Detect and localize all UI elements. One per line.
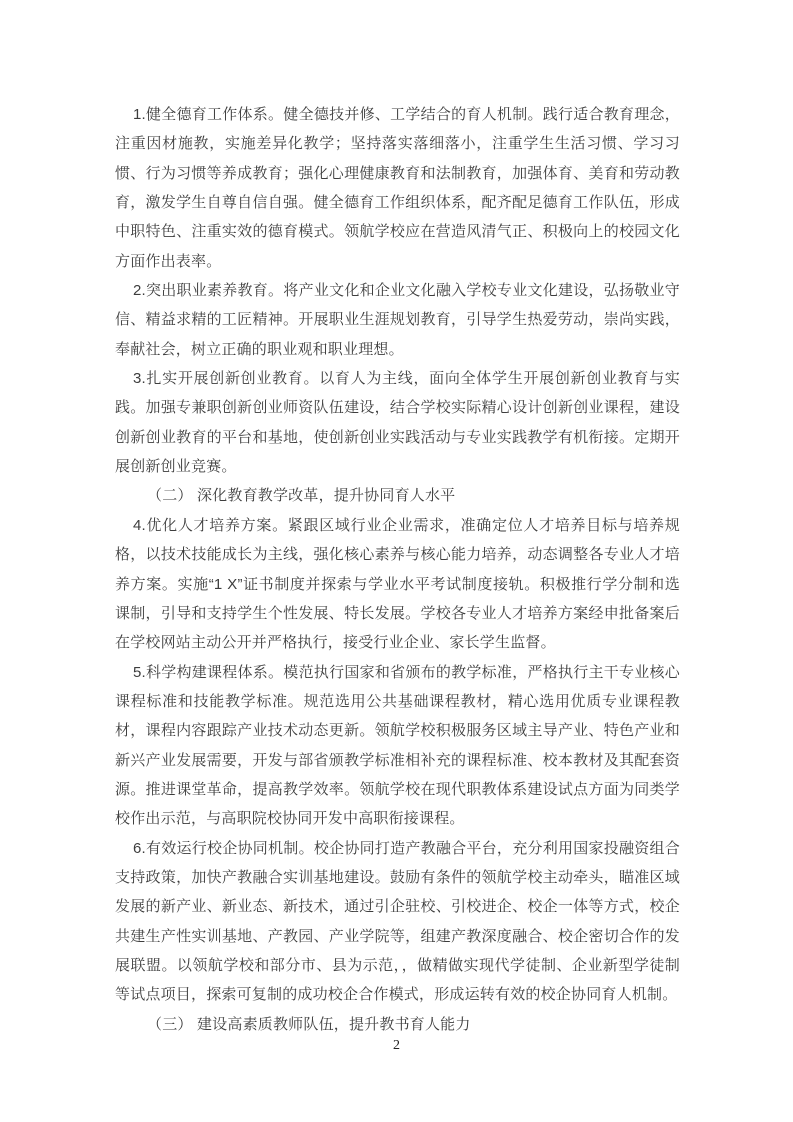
paragraph-4: 4.优化人才培养方案。紧跟区域行业企业需求，准确定位人才培养目标与培养规格，以技术技能成长为主线，强化核心素养与核心能力培养，动态调整各专业人才培养方案。实施“1 X”证书制度并探索与学业水平考试制度接轨。积极推行学分制和选课制，引导和支持学生个性发展、特长发展。学校各专业人才培养方案经申批备案后在学校网站主动公开并严格执行，接受行业企业、家长学生监督。 (115, 516, 680, 652)
paragraph-3: 3.扎实开展创新创业教育。以育人为主线，面向全体学生开展创新创业教育与实践。加强专兼职创新创业师资队伍建设，结合学校实际精心设计创新创业课程，建设创新创业教育的平台和基地，使创新创业实践活动与专业实践教学有机衔接。定期开展创新创业竞赛。 (115, 370, 680, 476)
paragraph-2: 2.突出职业素养教育。将产业文化和企业文化融入学校专业文化建设，弘扬敬业守信、精益求精的工匠精神。开展职业生涯规划教育，引导学生热爱劳动，崇尚实践，奉献社会，树立正确的职业观和职业理想。 (115, 282, 680, 358)
paragraph-5: 5.科学构建课程体系。模范执行国家和省颁布的教学标准，严格执行主干专业核心课程标准和技能教学标准。规范选用公共基础课程教材，精心选用优质专业课程教材，课程内容跟踪产业技术动态更新。领航学校积极服务区域主导产业、特色产业和新兴产业发展需要，开发与部省颁教学标准相补充的课程标准、校本教材及其配套资源。推进课堂革命，提高教学效率。领航学校在现代职教体系建设试点方面为同类学校作出示范，与高职院校协同开发中高职衔接课程。 (115, 663, 680, 828)
paragraph-1: 1.健全德育工作体系。健全德技并修、工学结合的育人机制。践行适合教育理念，注重因材施教，实施差异化教学；坚持落实落细落小，注重学生生活习惯、学习习惯、行为习惯等养成教育；强化心理健康教育和法制教育，加强体育、美育和劳动教育，激发学生自尊自信自强。健全德育工作组织体系，配齐配足德育工作队伍，形成中职特色、注重实效的德育模式。领航学校应在营造风清气正、积极向上的校园文化方面作出表率。 (115, 106, 680, 270)
body-text (115, 100, 680, 1039)
page-number: 2 (393, 1038, 400, 1053)
paragraph-6: 6.有效运行校企协同机制。校企协同打造产教融合平台，充分利用国家投融资组合支持政策，加快产教融合实训基地建设。鼓励有条件的领航学校主动牵头，瞄准区域发展的新产业、新业态、新技术，通过引企驻校、引校进企、校企一体等方式，校企共建生产性实训基地、产教园、产业学院等，组建产教深度融合、校企密切合作的发展联盟。以领航学校和部分市、县为示范，，做精做实现代学徒制、企业新型学徒制等试点项目，探索可复制的成功校企合作模式，形成运转有效的校企协同育人机制。 (115, 839, 680, 1004)
section-heading-iii: （三） 建设高素质教师队伍，提升教书育人能力 (147, 1015, 471, 1033)
section-heading-ii: （二） 深化教育教学改革，提升协同育人水平 (147, 487, 456, 505)
